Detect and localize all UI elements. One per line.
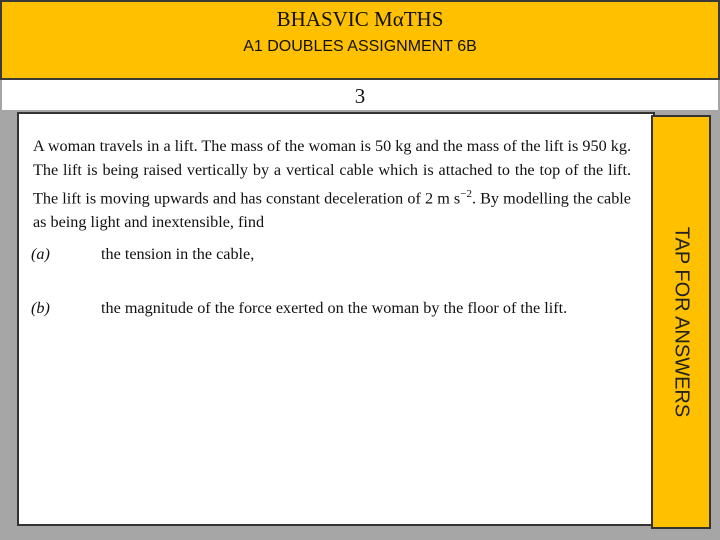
- question-number: 3: [354, 84, 366, 108]
- question-intro-exponent: −2: [460, 188, 472, 200]
- part-label: (a): [31, 245, 50, 263]
- part-label: (b): [31, 299, 50, 317]
- brand-title: BHASVIC MαTHS: [276, 7, 444, 31]
- tap-for-answers-label: TAP FOR ANSWERS: [670, 226, 693, 418]
- question-text: [33, 134, 631, 234]
- question-number-bar: [2, 80, 718, 110]
- question-intro-end: . By modelling the cable as being light and inextensible, find: [33, 189, 631, 232]
- question-panel: [17, 112, 655, 526]
- tap-for-answers-button[interactable]: [651, 115, 711, 529]
- question-intro: A woman travels in a lift. The mass of the woman is 50 kg and the mass of the lift is 950 kg. The lift is being raised vertically by a vertical cable which is attached to the top of the lift. The lift is moving upwards and has constant deceleration of 2 m s: [33, 137, 631, 208]
- part-text: the tension in the cable,: [101, 245, 255, 263]
- header-banner: [0, 0, 720, 80]
- assignment-subtitle: A1 DOUBLES ASSIGNMENT 6B: [243, 38, 477, 55]
- part-text: the magnitude of the force exerted on the woman by the floor of the lift.: [101, 299, 568, 317]
